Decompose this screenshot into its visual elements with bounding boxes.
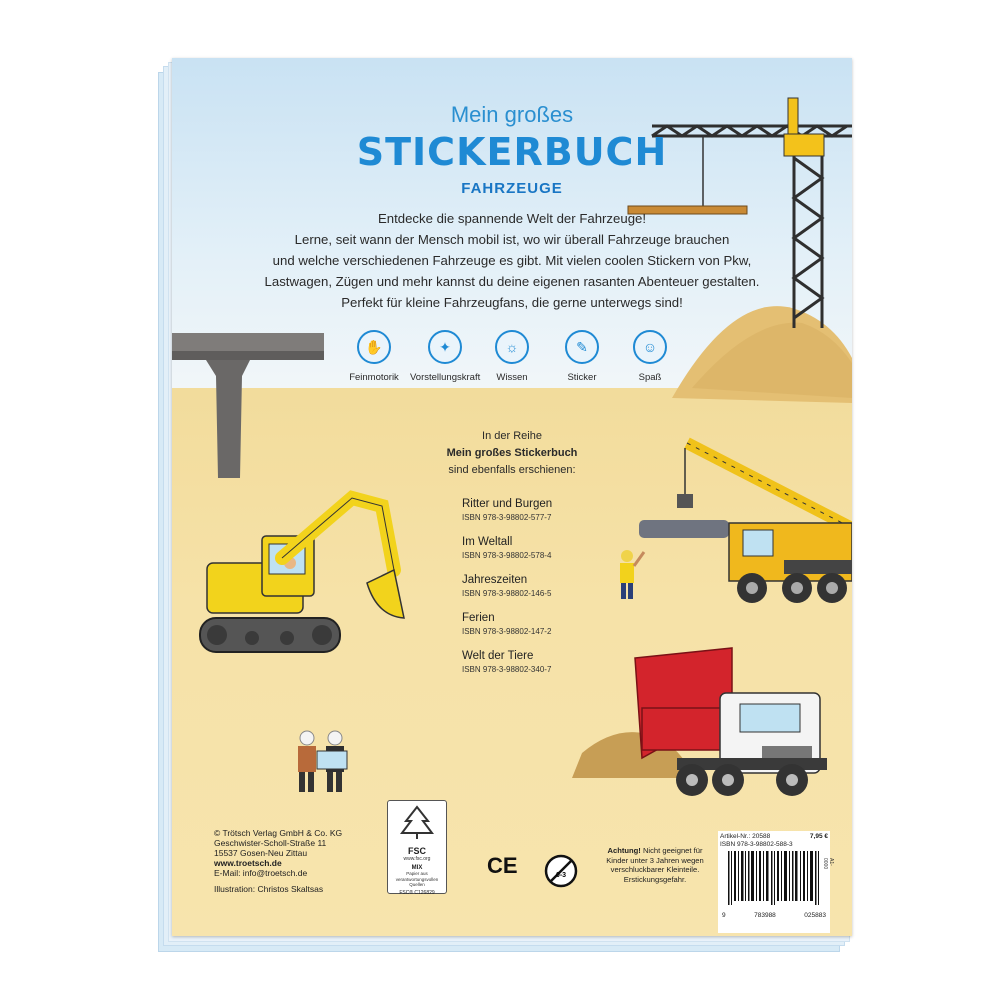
blurb-line: und welche verschiedenen Fahrzeuge es gibt. Mit vielen coolen Stickern von Pkw,: [272, 253, 752, 268]
warning-bold: Achtung!: [607, 846, 641, 855]
subtitle-fahrzeuge: FAHRZEUGE: [461, 180, 563, 197]
fsc-mix: MIX: [411, 865, 423, 871]
publisher-imprint: [214, 828, 342, 894]
list-item: [462, 536, 662, 560]
blurb-line: Lerne, seit wann der Mensch mobil ist, wo wir überall Fahrzeuge brauchen: [294, 232, 730, 247]
fsc-tree-icon: [388, 801, 446, 841]
imprint-email: E-Mail: info@troetsch.de: [214, 868, 308, 878]
feature-label: Vorstellungskraft: [410, 372, 481, 383]
book-isbn: ISBN 978-3-98802-578-4: [462, 551, 552, 560]
smiley-icon: ☺: [633, 330, 667, 364]
list-item: [462, 650, 662, 674]
article-number: Artikel-Nr.: 20588: [720, 833, 771, 840]
product-isbn: ISBN 978-3-98802-588-3: [720, 841, 793, 848]
blurb-line: Entdecke die spannende Welt der Fahrzeuge!: [377, 211, 647, 226]
feature-feinmotorik: [339, 330, 409, 383]
fsc-label: [387, 800, 447, 894]
book-title: Ritter und Burgen: [462, 498, 553, 510]
barcode-box: [718, 831, 830, 933]
feature-label: Spaß: [638, 372, 662, 383]
barcode-digit-group: 9: [722, 912, 726, 919]
hand-icon: ✋: [357, 330, 391, 364]
lightbulb-icon: ☼: [495, 330, 529, 364]
book-isbn: ISBN 978-3-98802-146-5: [462, 589, 552, 598]
blurb-line: Perfekt für kleine Fahrzeugfans, die gerne unterwegs sind!: [341, 295, 683, 310]
feature-sticker: [547, 330, 617, 383]
series-book-list: [462, 498, 662, 674]
barcode: [722, 849, 828, 907]
fsc-site: www.fsc.org: [403, 856, 431, 862]
book-title: Ferien: [462, 612, 495, 624]
list-item: [462, 498, 662, 522]
book-back-cover: [172, 58, 852, 936]
age-label: 0-3: [555, 872, 567, 879]
book-title: Welt der Tiere: [462, 650, 534, 662]
price: 7,95 €: [809, 833, 828, 840]
imprint-line: © Trötsch Verlag GmbH & Co. KG: [214, 828, 343, 838]
book-isbn: ISBN 978-3-98802-340-7: [462, 665, 552, 674]
side-code: A1-0000: [822, 858, 834, 870]
barcode-digit-group: 783988: [754, 912, 776, 919]
blurb-line: Lastwagen, Zügen und mehr kannst du deine eigenen rasanten Abenteuer gestalten.: [264, 274, 760, 289]
series-intro-line: In der Reihe: [482, 430, 542, 442]
series-name: Mein großes Stickerbuch: [446, 447, 578, 459]
sparkle-icon: ✦: [428, 330, 462, 364]
barcode-digit-group: 025883: [804, 912, 826, 919]
sticker-icon: ✎: [565, 330, 599, 364]
book-isbn: ISBN 978-3-98802-577-7: [462, 513, 552, 522]
feature-label: Sticker: [567, 372, 597, 383]
age-warning-text: [600, 846, 710, 884]
feature-label: Feinmotorik: [349, 372, 399, 383]
title-stickerbuch: STICKERBUCH: [356, 130, 668, 174]
fsc-code: FSC® C126829: [399, 889, 435, 896]
list-item: [462, 574, 662, 598]
feature-label: Wissen: [496, 372, 528, 383]
series-intro-line: sind ebenfalls erschienen:: [448, 464, 576, 476]
imprint-line: 15537 Gosen-Neu Zittau: [214, 848, 308, 858]
imprint-line: Geschwister-Scholl-Straße 11: [214, 838, 327, 848]
book-isbn: ISBN 978-3-98802-147-2: [462, 627, 552, 636]
feature-spass: [615, 330, 685, 383]
list-item: [462, 612, 662, 636]
description-blurb: [262, 208, 762, 313]
fsc-text: FSC: [408, 846, 426, 856]
ce-mark: CE: [487, 853, 518, 878]
title-small: Mein großes: [450, 102, 574, 127]
book-title: Jahreszeiten: [462, 574, 528, 586]
feature-wissen: [477, 330, 547, 383]
series-intro: [362, 428, 662, 479]
illustration-credit: Illustration: Christos Skaltsas: [214, 884, 324, 894]
warning-body: Nicht geeignet für Kinder unter 3 Jahren wegen verschluckbarer Kleinteile. Erstickungsgefahr.: [606, 846, 704, 884]
age-warning-icon: [544, 854, 578, 888]
imprint-website: www.troetsch.de: [214, 858, 282, 868]
book-title: Im Weltall: [462, 536, 513, 548]
fsc-mix-text: Papier aus verantwortungsvollen Quellen: [395, 871, 439, 887]
feature-vorstellungskraft: [410, 330, 480, 383]
